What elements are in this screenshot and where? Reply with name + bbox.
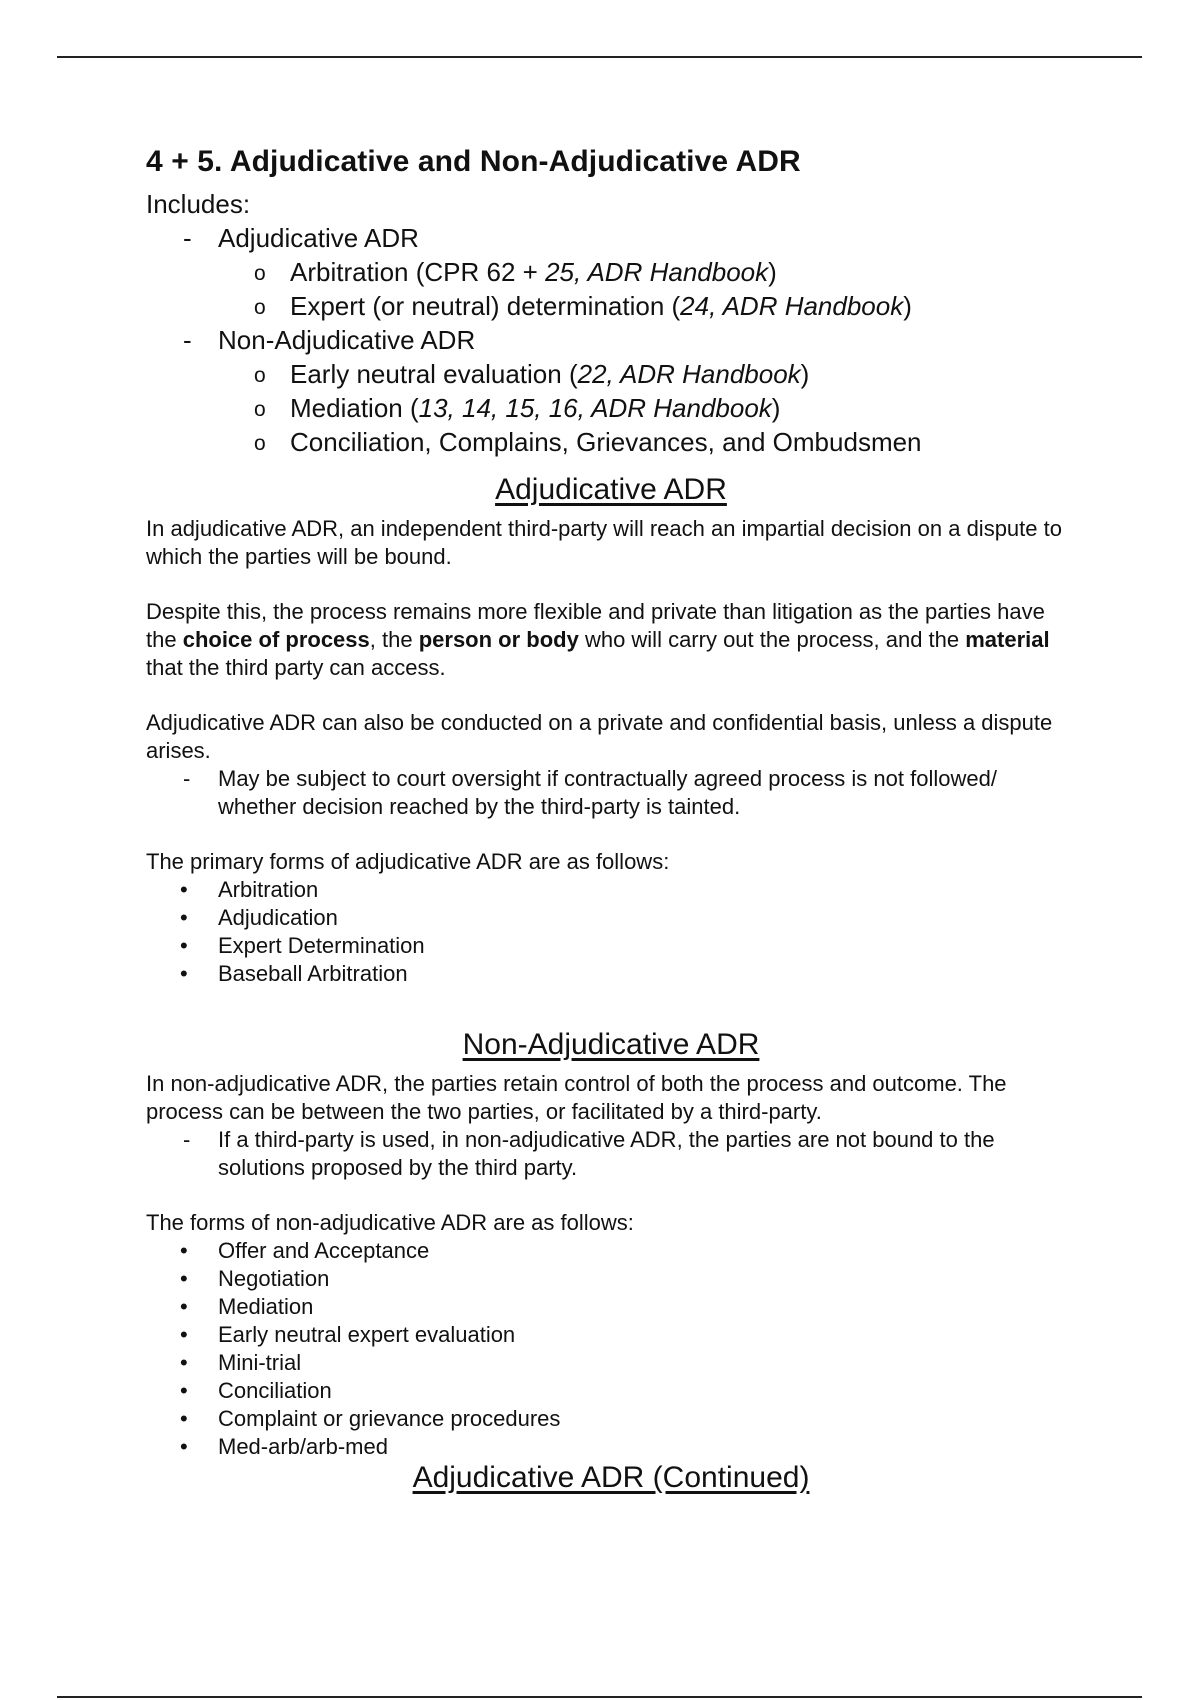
circle-marker: o [254,296,266,319]
subitem-reference: 22, ADR Handbook [577,359,801,389]
list-item-text: Expert Determination [218,933,425,958]
subitem-text: Conciliation, Complains, Grievances, and Ombudsmen [290,427,922,457]
page-heading: 4 + 5. Adjudicative and Non-Adjudicative ADR [146,145,801,178]
list-item-text: Adjudication [218,905,338,930]
bullet-marker: • [180,1322,188,1347]
subitem-text: Mediation ( [290,393,419,423]
outline-item-non-adjudicative [146,323,1076,357]
outline-subitem [146,425,1076,459]
paragraph: Adjudicative ADR can also be conducted on a private and confidential basis, unless a dispute arises. [146,710,1053,763]
bullet-marker: • [180,1294,188,1319]
list-item [146,1321,1076,1349]
section-title-adjudicative: Adjudicative ADR [495,473,727,506]
outline-subitem [146,255,1076,289]
list-item [146,1349,1076,1377]
bullet-marker: • [180,1434,188,1459]
list-item-text: Med-arb/arb-med [218,1434,388,1459]
subitem-end: ) [800,359,810,389]
list-item [146,904,1076,932]
list-item-text: Early neutral expert evaluation [218,1322,516,1347]
bullet-marker: • [180,961,188,986]
list-item-text: Baseball Arbitration [218,961,408,986]
list-item-text: Mini-trial [218,1350,302,1375]
list-item-text: Conciliation [218,1378,332,1403]
list-item-text: Complaint or grievance procedures [218,1406,561,1431]
list-item [146,1293,1076,1321]
circle-marker: o [254,398,266,421]
list-item [146,1433,1076,1461]
includes-label: Includes: [146,189,251,219]
dash-item-text: May be subject to court oversight if contractually agreed process is not followed/ whether decision reached by the third-party is tainted. [218,766,997,819]
dash-item [146,765,1076,821]
outline-label: Adjudicative ADR [218,223,419,253]
subitem-text: Arbitration (CPR 62 + [290,257,546,287]
dash-marker: - [183,223,192,253]
section-title-non-adjudicative: Non-Adjudicative ADR [462,1028,760,1061]
subitem-end: ) [903,291,912,321]
list-item [146,960,1076,988]
list-item [146,1265,1076,1293]
bullet-marker: • [180,933,188,958]
dash-marker: - [183,325,192,355]
paragraph: In non-adjudicative ADR, the parties retain control of both the process and outcome. The process can be between the two parties, or facilitated by a third-party. [146,1071,1007,1124]
bullet-marker: • [180,1350,188,1375]
subitem-reference: 25, ADR Handbook [545,257,769,287]
list-item [146,876,1076,904]
circle-marker: o [254,262,266,285]
text-run: Despite this, the process remains more flexible and private than litigation as the parties have the [146,599,1045,652]
list-item [146,1237,1076,1265]
paragraph-flexibility [146,598,1076,682]
dash-item-text: If a third-party is used, in non-adjudicative ADR, the parties are not bound to the solutions proposed by the third party. [218,1127,995,1180]
text-run: , the [369,627,419,652]
dash-marker: - [183,766,191,791]
circle-marker: o [254,432,266,455]
outline-subitem [146,357,1076,391]
bullet-marker: • [180,877,188,902]
section-title-continued: Adjudicative ADR (Continued) [412,1461,810,1494]
outline-subitem [146,391,1076,425]
subitem-end: ) [768,257,777,287]
outline-item-adjudicative [146,221,1076,255]
list-item-text: Arbitration [218,877,319,902]
list-item-text: Mediation [218,1294,314,1319]
circle-marker: o [254,364,266,387]
list-item-text: Offer and Acceptance [218,1238,430,1263]
list-item [146,932,1076,960]
forms-intro: The forms of non-adjudicative ADR are as follows: [146,1210,634,1235]
text-run: who will carry out the process, and the [578,627,966,652]
dash-marker: - [183,1127,191,1152]
list-item [146,1377,1076,1405]
list-item [146,1405,1076,1433]
text-run: that the third party can access. [146,655,446,680]
subitem-text: Expert (or neutral) determination ( [290,291,681,321]
bullet-marker: • [180,1266,188,1291]
bold-text: person or body [418,627,579,652]
footer-rule [57,1696,1142,1698]
bold-text: material [965,627,1050,652]
header-rule [57,56,1142,58]
bullet-marker: • [180,1378,188,1403]
document-body [146,145,1076,1495]
forms-intro: The primary forms of adjudicative ADR are as follows: [146,849,670,874]
subitem-text: Early neutral evaluation ( [290,359,578,389]
list-item-text: Negotiation [218,1266,330,1291]
bullet-marker: • [180,1238,188,1263]
subitem-reference: 24, ADR Handbook [680,291,904,321]
subitem-end: ) [771,393,781,423]
subitem-reference: 13, 14, 15, 16, ADR Handbook [418,393,772,423]
bullet-marker: • [180,905,188,930]
bold-text: choice of process [182,627,370,652]
dash-item [146,1126,1076,1182]
bullet-marker: • [180,1406,188,1431]
outline-subitem [146,289,1076,323]
paragraph: In adjudicative ADR, an independent third-party will reach an impartial decision on a dispute to which the parties will be bound. [146,516,1062,569]
outline-label: Non-Adjudicative ADR [218,325,476,355]
